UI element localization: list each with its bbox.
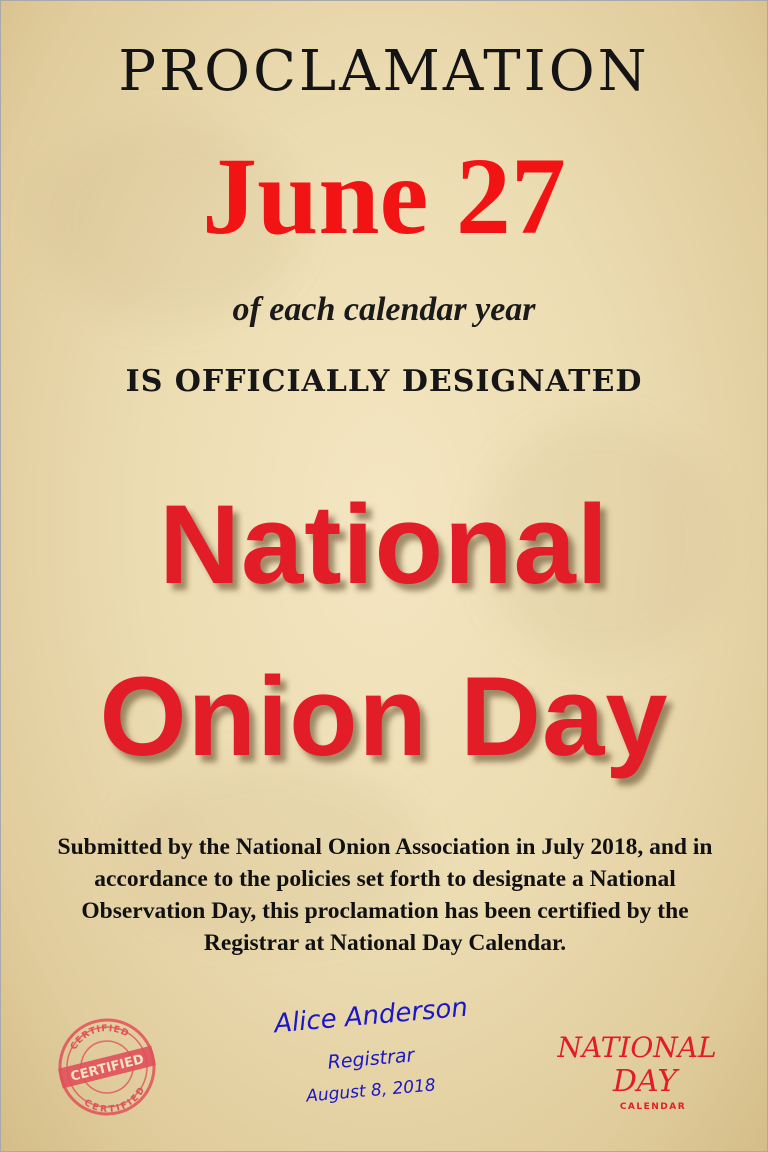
national-day-calendar-logo [557,1017,717,1117]
seal-bottom-text: CERTIFIED [82,1085,148,1116]
proclamation-date: June 27 [202,135,566,257]
signature-date: August 8, 2018 [305,1075,437,1107]
date-subtitle: of each calendar year [232,291,536,328]
day-name-line-1: National [159,482,609,607]
certification-text: Submitted by the National Onion Association in July 2018, and in accordance to the policies set forth to designate a National Observation Day, this proclamation has been certified by the Registrar at National Day Calendar. [57,834,713,956]
seal-center-text: CERTIFIED [69,1052,146,1085]
logo-line-1: NATIONAL [557,1031,717,1064]
logo-line-3: CALENDAR [619,1102,687,1112]
certified-seal-icon [46,1006,167,1127]
logo-line-2: DAY [612,1064,678,1099]
proclamation-title: PROCLAMATION [118,39,650,104]
registrar-title: Registrar [326,1044,416,1074]
designation-statement: IS OFFICIALLY DESIGNATED [125,364,643,399]
day-name-line-2: Onion Day [99,654,669,779]
seal-top-text: CERTIFIED [69,1023,131,1052]
registrar-signature: Alice Anderson [272,992,470,1040]
